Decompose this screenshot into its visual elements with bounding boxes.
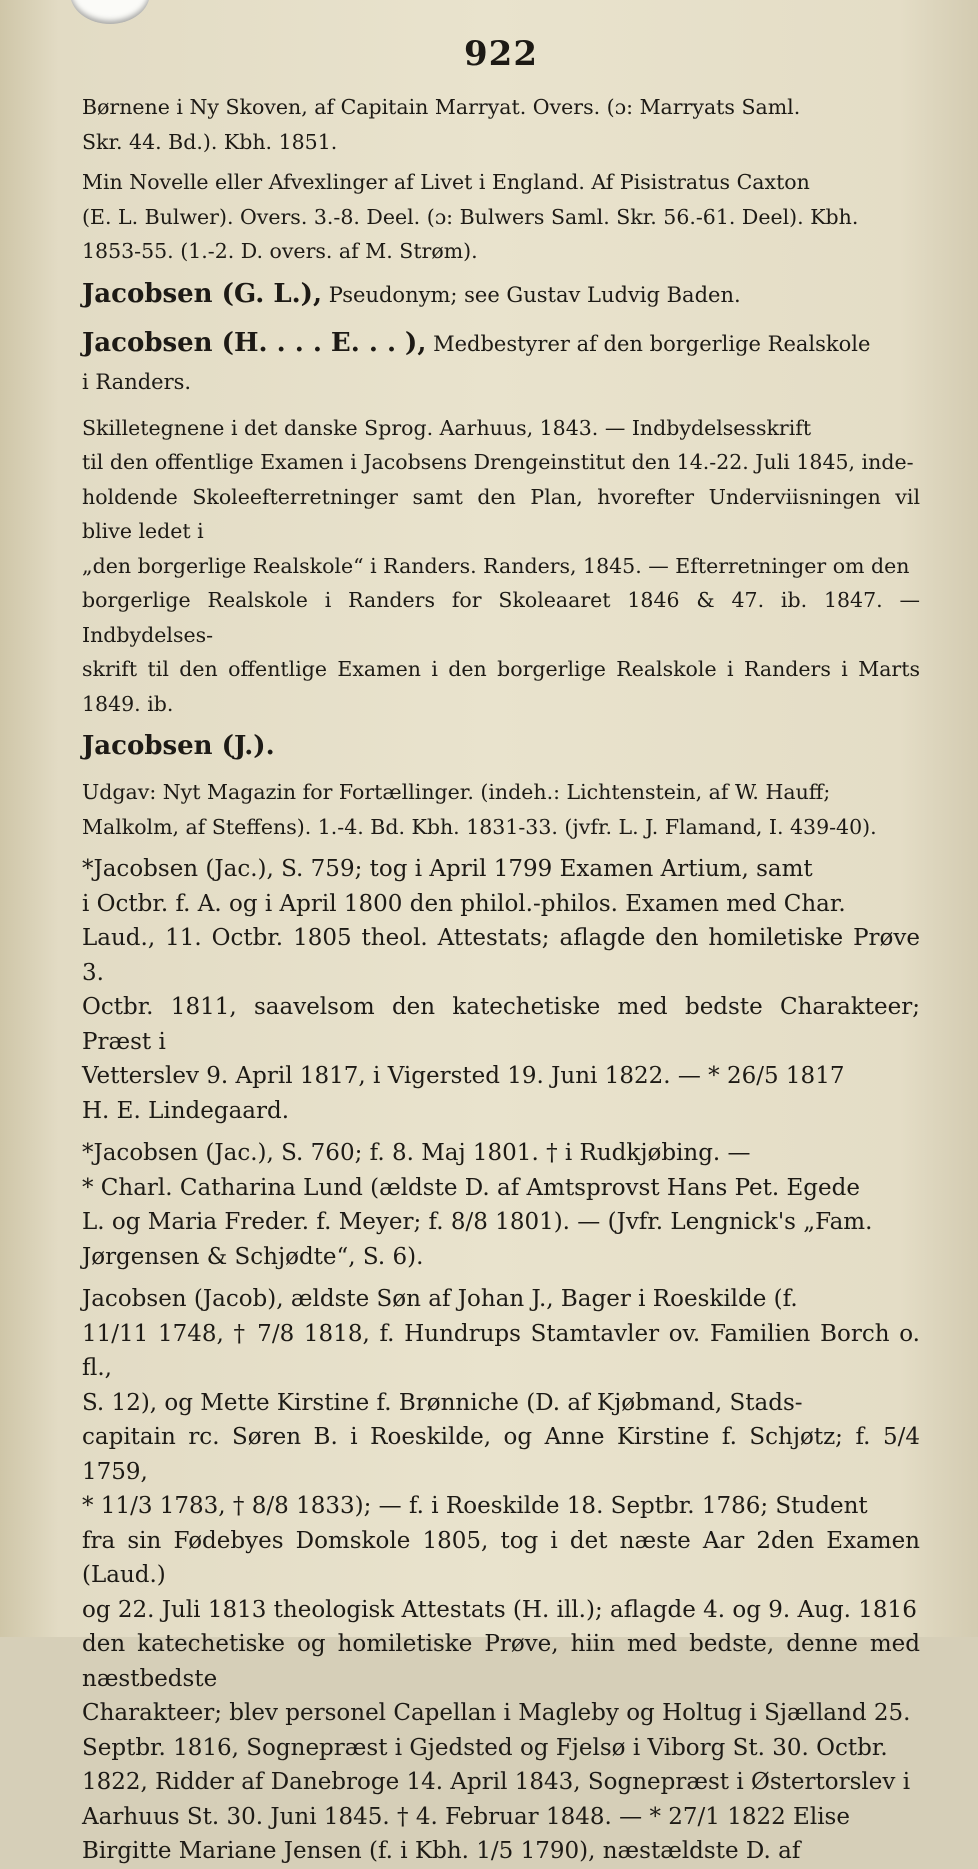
text-line: *Jacobsen (Jac.), S. 760; f. 8. Maj 1801. † i Rudkjøbing. —	[82, 1140, 751, 1166]
entry-skilletegnene	[82, 411, 920, 722]
text-line: Malkolm, af Steffens). 1.-4. Bd. Kbh. 1831-33. (jvfr. L. J. Flamand, I. 439-40).	[82, 814, 877, 839]
heading-name: Jacobsen (H. . . . E. . . ),	[82, 327, 427, 358]
text-line: (E. L. Bulwer). Overs. 3.-8. Deel. (ɔ: Bulwers Saml. Skr. 56.-61. Deel). Kbh.	[82, 204, 859, 229]
heading-name: Jacobsen (G. L.),	[82, 278, 323, 309]
text-line: 11/11 1748, † 7/8 1818, f. Hundrups Stamtavler ov. Familien Borch o. fl.,	[82, 1320, 920, 1381]
text-line: S. 12), og Mette Kirstine f. Brønniche (D. af Kjøbmand, Stads-	[82, 1389, 803, 1416]
text-line: Laud., 11. Octbr. 1805 theol. Attestats; aflagde den homiletiske Prøve 3.	[82, 925, 920, 986]
text-line: Min Novelle eller Afvexlinger af Livet i England. Af Pisistratus Caxton	[82, 170, 810, 194]
text-line: fra sin Fødebyes Domskole 1805, tog i det næste Aar 2den Examen (Laud.)	[82, 1527, 920, 1588]
heading-jacobsen-gl	[82, 275, 920, 314]
entry-min-novelle	[82, 165, 920, 269]
text-line: *Jacobsen (Jac.), S. 759; tog i April 1799 Examen Artium, samt	[82, 856, 813, 882]
heading-rest: Medbestyrer af den borgerlige Realskole	[426, 331, 871, 356]
text-line: „den borgerlige Realskole“ i Randers. Randers, 1845. — Efterretninger om den	[82, 553, 910, 578]
page-number: 922	[464, 34, 538, 74]
text-line: til den offentlige Examen i Jacobsens Drengeinstitut den 14.-22. Juli 1845, inde-	[82, 450, 914, 474]
text-line: den katechetiske og homiletiske Prøve, hiin med bedste, denne med næstbedste	[82, 1631, 920, 1692]
text-line: holdende Skoleefterretninger samt den Plan, hvorefter Underviisningen vil blive ledet i	[82, 484, 920, 543]
heading-rest-line: i Randers.	[82, 369, 192, 394]
text-line: Jørgensen & Schjødte“, S. 6).	[82, 1243, 424, 1270]
heading-rest: Pseudonym; see Gustav Ludvig Baden.	[322, 282, 741, 307]
text-line: borgerlige Realskole i Randers for Skoleaaret 1846 & 47. ib. 1847. — Indbydelses-	[82, 588, 920, 647]
text-line: L. og Maria Freder. f. Meyer; f. 8/8 1801). — (Jvfr. Lengnick's „Fam.	[82, 1209, 873, 1235]
entry-udgav	[82, 775, 920, 844]
text-line: Octbr. 1811, saavelsom den katechetiske med bedste Charakteer; Præst i	[82, 994, 920, 1055]
entry-jacobsen-jac-759	[82, 852, 920, 1128]
entry-jacobsen-jac-760	[82, 1136, 920, 1274]
text-line: Skr. 44. Bd.). Kbh. 1851.	[82, 129, 338, 154]
entry-jacobsen-jacob	[82, 1282, 920, 1869]
text-line: skrift til den offentlige Examen i den borgerlige Realskole i Randers i Marts 1849. ib.	[82, 657, 920, 716]
text-line: Vetterslev 9. April 1817, i Vigersted 19. Juni 1822. — * 26/5 1817	[82, 1063, 845, 1089]
text-line: H. E. Lindegaard.	[82, 1097, 290, 1124]
text-line: Børnene i Ny Skoven, af Capitain Marryat. Overs. (ɔ: Marryats Saml.	[82, 95, 801, 119]
text-line: Skilletegnene i det danske Sprog. Aarhuus, 1843. — Indbydelsesskrift	[82, 415, 812, 440]
heading-jacobsen-he	[82, 324, 920, 401]
entry-bornene	[82, 90, 920, 159]
text-line: 1822, Ridder af Danebroge 14. April 1843, Sognepræst i Østertorslev i	[82, 1769, 911, 1795]
text-line: * Charl. Catharina Lund (ældste D. af Amtsprovst Hans Pet. Egede	[82, 1174, 860, 1201]
text-line: 1853-55. (1.-2. D. overs. af M. Strøm).	[82, 239, 478, 263]
text-line: * 11/3 1783, † 8/8 1833); — f. i Roeskilde 18. Septbr. 1786; Student	[82, 1493, 868, 1519]
text-line: Septbr. 1816, Sognepræst i Gjedsted og Fjelsø i Viborg St. 30. Octbr.	[82, 1734, 888, 1761]
text-line: Aarhuus St. 30. Juni 1845. † 4. Februar 1848. — * 27/1 1822 Elise	[82, 1803, 850, 1830]
heading-jacobsen-j	[82, 727, 920, 765]
heading-name: Jacobsen (J.).	[82, 731, 275, 761]
text-line: i Octbr. f. A. og i April 1800 den philol.-philos. Examen med Char.	[82, 890, 846, 917]
text-line: capitain rc. Søren B. i Roeskilde, og Anne Kirstine f. Schjøtz; f. 5/4 1759,	[82, 1424, 920, 1485]
text-line: Udgav: Nyt Magazin for Fortællinger. (indeh.: Lichtenstein, af W. Hauff;	[82, 780, 831, 804]
text-line: Birgitte Mariane Jensen (f. i Kbh. 1/5 1790), næstældste D. af	[82, 1838, 801, 1864]
text-line: Jacobsen (Jacob), ældste Søn af Johan J., Bager i Roeskilde (f.	[82, 1286, 798, 1312]
text-line: og 22. Juli 1813 theologisk Attestats (H. ill.); aflagde 4. og 9. Aug. 1816	[82, 1596, 917, 1623]
text-line: Charakteer; blev personel Capellan i Magleby og Holtug i Sjælland 25.	[82, 1700, 911, 1726]
